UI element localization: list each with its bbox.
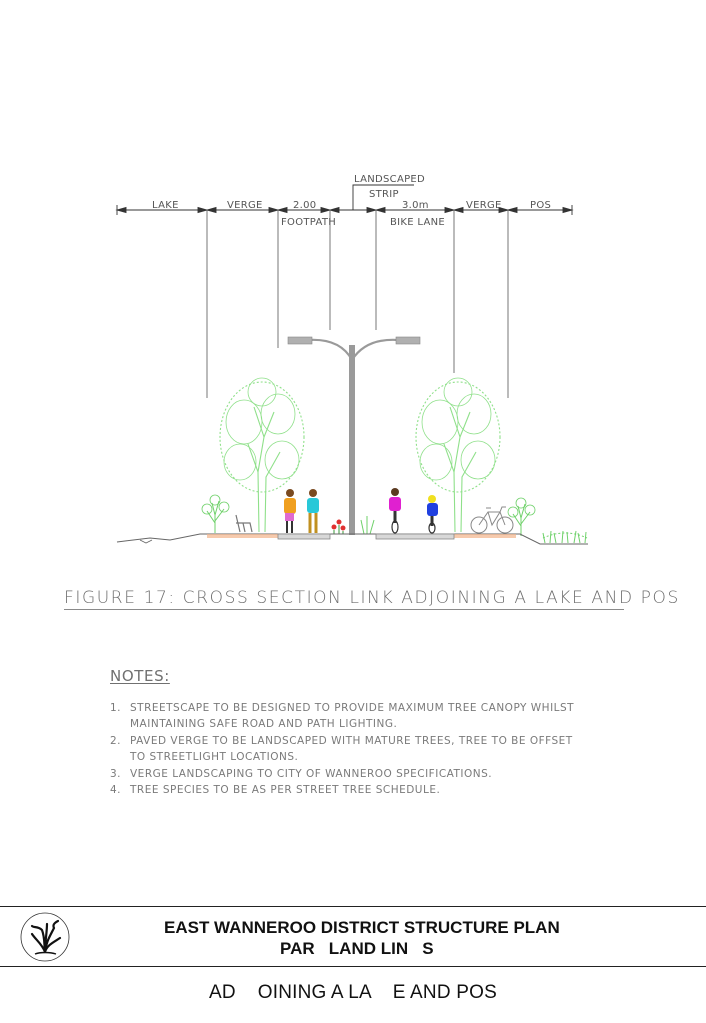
footpath-label: FOOTPATH — [281, 217, 337, 228]
city-of-wanneroo-logo-icon — [20, 912, 70, 962]
cyclist-left-icon — [389, 488, 401, 533]
sheet-subtitle: AD OINING A LA E AND POS — [209, 982, 497, 1003]
note-item: 4. TREE SPECIES TO BE AS PER STREET TREE SCHEDULE. — [110, 784, 441, 797]
bike-lane-width-label: 3.0m — [402, 200, 429, 211]
plan-title: EAST WANNEROO DISTRICT STRUCTURE PLAN — [164, 918, 560, 937]
pedestrian-right-icon — [307, 489, 319, 533]
figure-title: FIGURE 17: CROSS SECTION LINK ADJOINING A LAKE AND POS — [64, 588, 680, 608]
title-block — [164, 917, 584, 959]
bench-icon — [236, 515, 252, 532]
extension-lines — [207, 210, 508, 398]
pos-label: POS — [530, 200, 552, 211]
landscaped-label: LANDSCAPED — [354, 174, 426, 185]
strip-label: STRIP — [369, 189, 399, 200]
cyclist-right-icon — [427, 495, 438, 533]
notes-list — [110, 700, 580, 798]
footpath-width-label: 2.00 — [293, 200, 317, 211]
bicycle-icon — [471, 507, 513, 533]
title-block-bottom-rule — [0, 966, 706, 967]
plan-subtitle-line: PAR LAND LIN S — [280, 939, 434, 958]
dimension-line — [117, 185, 572, 215]
pedestrian-left-icon — [284, 489, 296, 533]
notes-heading: NOTES: — [110, 667, 170, 685]
flowers-icon — [332, 520, 346, 535]
shrub-left-icon — [202, 495, 229, 533]
shrub-right-icon — [508, 498, 535, 536]
ground-line — [117, 534, 588, 544]
bike-lane-label: BIKE LANE — [390, 217, 446, 228]
verge-right-label: VERGE — [466, 200, 502, 211]
note-item: 2. PAVED VERGE TO BE LANDSCAPED WITH MATURE TREES, TREE TO BE OFFSET TO STREETLIGHT LOCATIONS. — [110, 734, 573, 764]
lake-label: LAKE — [152, 200, 179, 211]
title-block-top-rule — [0, 906, 706, 907]
note-item: 3. VERGE LANDSCAPING TO CITY OF WANNEROO SPECIFICATIONS. — [110, 767, 493, 780]
note-item: 1. STREETSCAPE TO BE DESIGNED TO PROVIDE MAXIMUM TREE CANOPY WHILST MAINTAINING SAFE ROAD AND PATH LIGHTING. — [110, 702, 575, 731]
verge-left-label: VERGE — [227, 200, 263, 211]
